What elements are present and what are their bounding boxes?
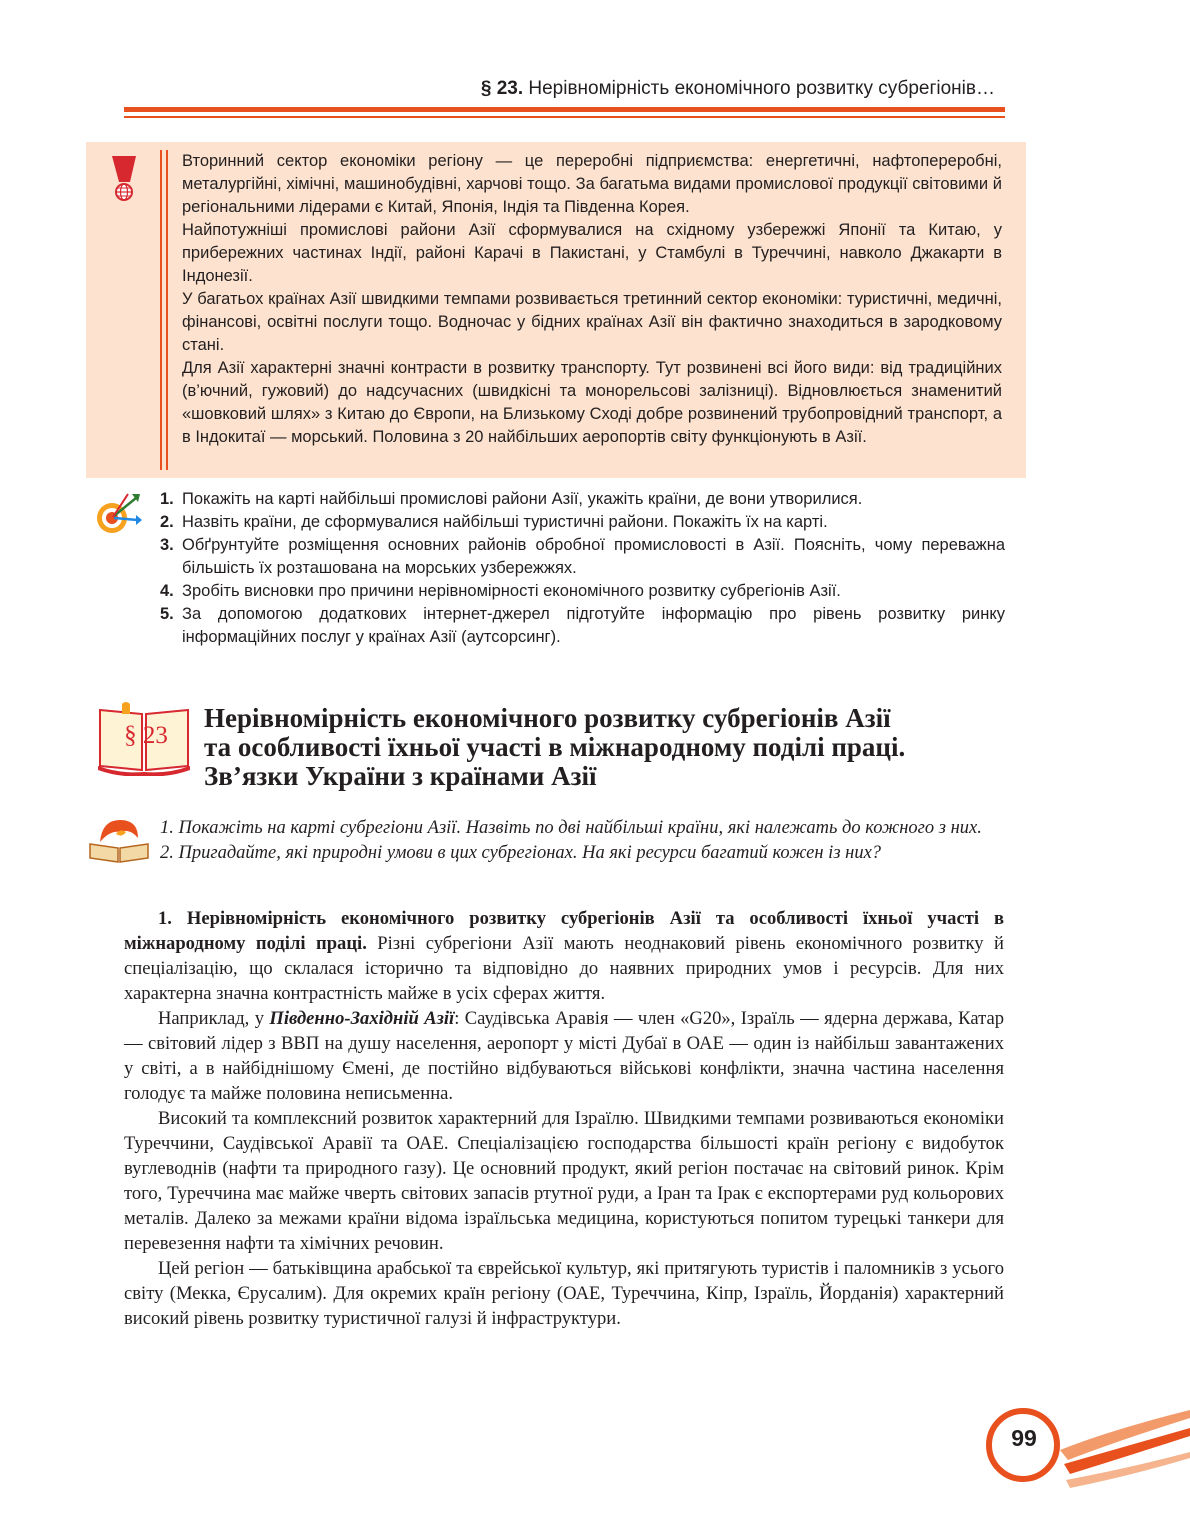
body-paragraph: Цей регіон — батьківщина арабської та єврейської культур, які притягують туристів і паломників з усього світу (Мекка, Єрусалим). Для окремих країн регіону (ОАЕ, Туреччина, Кіпр, Ізраїль, Йорданія) характерний високий рівень розвитку туристичної галузі й інфраструктури.	[124, 1258, 1004, 1329]
info-paragraph: Вторинний сектор економіки регіону — це переробні підприємства: енергетичні, нафтопереробні, металургійні, хімічні, машинобудівні, харчові тощо. За багатьма видами промислової продукції світовими й регіональними лідерами є Китай, Японія, Індія та Південна Корея.	[182, 152, 1002, 216]
question-item: 1. Покажіть на карті субрегіони Азії. Назвіть по дві найбільші країни, які належать до кожного з них.	[160, 818, 982, 838]
section-badge-label: § 23	[124, 722, 168, 749]
header-rule-thick	[124, 107, 1005, 112]
region-term: Південно-Західній Азії	[269, 1008, 455, 1029]
section-title-line: Нерівномірність економічного розвитку субрегіонів Азії	[204, 703, 891, 733]
header-rule-thin	[124, 116, 1005, 118]
task-text: Назвіть країни, де сформувалися найбільші туристичні райони. Покажіть їх на карті.	[182, 513, 828, 531]
task-number: 3.	[160, 536, 174, 554]
task-item	[160, 534, 1005, 580]
body-paragraph-lead: Наприклад, у	[158, 1008, 270, 1029]
task-text: Зробіть висновки про причини нерівномірності економічного розвитку субрегіонів Азії.	[182, 582, 841, 600]
header-title-text: Нерівномірність економічного розвитку субрегіонів…	[528, 78, 995, 99]
info-paragraph: Найпотужніші промислові райони Азії сформувалися на східному узбережжі Японії та Китаю, у прибережних частинах Індії, районі Карачі в Пакистані, у Стамбулі в Туреччині, навколо Джакарти в Індонезії.	[182, 221, 1002, 285]
task-item	[160, 603, 1005, 649]
body-paragraph	[124, 1006, 1004, 1106]
task-number: 5.	[160, 605, 174, 623]
info-box	[86, 142, 1026, 478]
task-item	[160, 580, 1005, 603]
preview-questions	[160, 816, 1005, 866]
body-paragraph	[124, 906, 1004, 1006]
info-box-rule-left	[160, 150, 162, 470]
page-number: 99	[1011, 1425, 1037, 1451]
target-arrows-icon	[92, 490, 144, 540]
info-box-text	[182, 150, 1002, 449]
task-text: Обґрунтуйте розміщення основних районів обробної промисловості в Азії. Поясніть, чому переважна більшість їх розташована на морських узбережжях.	[182, 536, 1005, 577]
body-paragraph-text: Різні субрегіони Азії мають неоднаковий рівень економічного розвитку й спеціалізацію, що склалася історично та відповідно до наявних природних умов і ресурсів. Для них характерна значна контрастність майже в усіх сферах життя.	[124, 933, 1004, 1004]
page-corner-swoosh	[960, 1390, 1190, 1530]
info-paragraph: У багатьох країнах Азії швидкими темпами розвивається третинний сектор економіки: туристичні, медичні, фінансові, освітні послуги тощо. Водночас у бідних країнах Азії він фактично знаходиться в зародковому стані.	[182, 290, 1002, 354]
task-number: 2.	[160, 513, 174, 531]
body-paragraph: Високий та комплексний розвиток характерний для Ізраїлю. Швидкими темпами розвиваються економіки Туреччини, Саудівської Аравії та ОАЕ. Спеціалізацією господарства більшості країн регіону є видобуток вуглеводнів (нафти та природного газу). Це основний продукт, який регіон постачає на світовий ринок. Крім того, Туреччина має майже чверть світових запасів ртутної руди, а Іран та Ірак є експортерами руд кольорових металів. Далеко за межами країни відома ізраїльська медицина, користуються попитом турецькі танкери для перевезення нафти та хімічних речовин.	[124, 1108, 1004, 1254]
subsection-heading: 1. Нерівномірність економічного розвитку субрегіонів Азії та особливості їхньої участі в міжнародному поділі праці.	[124, 908, 1004, 954]
info-box-rule-right	[166, 150, 168, 470]
body-paragraph-text: : Саудівська Аравія — член «G20», Ізраїль — ядерна держава, Катар — світовий лідер з ВВП на душу населення, аеропорт у місті Дубаї в ОАЕ — один із найбільш завантажених у світі, а в найбіднішому Ємені, де постійно відбуваються військові конфлікти, значна частина населення голодує та майже половина неписьменна.	[124, 1008, 1004, 1104]
task-item	[160, 511, 1005, 534]
task-number: 1.	[160, 490, 174, 508]
task-item	[160, 488, 1005, 511]
exclamation-globe-icon	[106, 154, 142, 202]
question-item: 2. Пригадайте, які природні умови в цих субрегіонах. На які ресурси багатий кожен із них?	[160, 843, 882, 863]
task-text: За допомогою додаткових інтернет-джерел підготуйте інформацію про рівень розвитку ринку інформаційних послуг у країнах Азії (аутсорсинг).	[182, 605, 1005, 646]
section-title	[204, 704, 1014, 791]
section-title-line: Зв’язки України з країнами Азії	[204, 761, 597, 791]
section-badge	[96, 700, 192, 776]
task-number: 4.	[160, 582, 174, 600]
header-section-mark: § 23.	[480, 78, 524, 99]
running-header	[300, 78, 995, 100]
body-text	[124, 906, 1004, 1331]
task-list	[160, 488, 1005, 649]
section-title-line: та особливості їхньої участі в міжнародному поділі праці.	[204, 732, 906, 762]
thinking-book-icon	[86, 814, 152, 864]
info-paragraph: Для Азії характерні значні контрасти в розвитку транспорту. Тут розвинені всі його види: від традиційних (в’ючний, гужовий) до надсучасних (швидкісні та монорельсові залізниці). Відновлюється знаменитий «шовковий шлях» з Китаю до Європи, на Близькому Сході добре розвинений трубопровідний транспорт, а в Індокитаї — морський. Половина з 20 найбільших аеропортів світу функціонують в Азії.	[182, 359, 1002, 446]
task-text: Покажіть на карті найбільші промислові райони Азії, укажіть країни, де вони утворилися.	[182, 490, 863, 508]
